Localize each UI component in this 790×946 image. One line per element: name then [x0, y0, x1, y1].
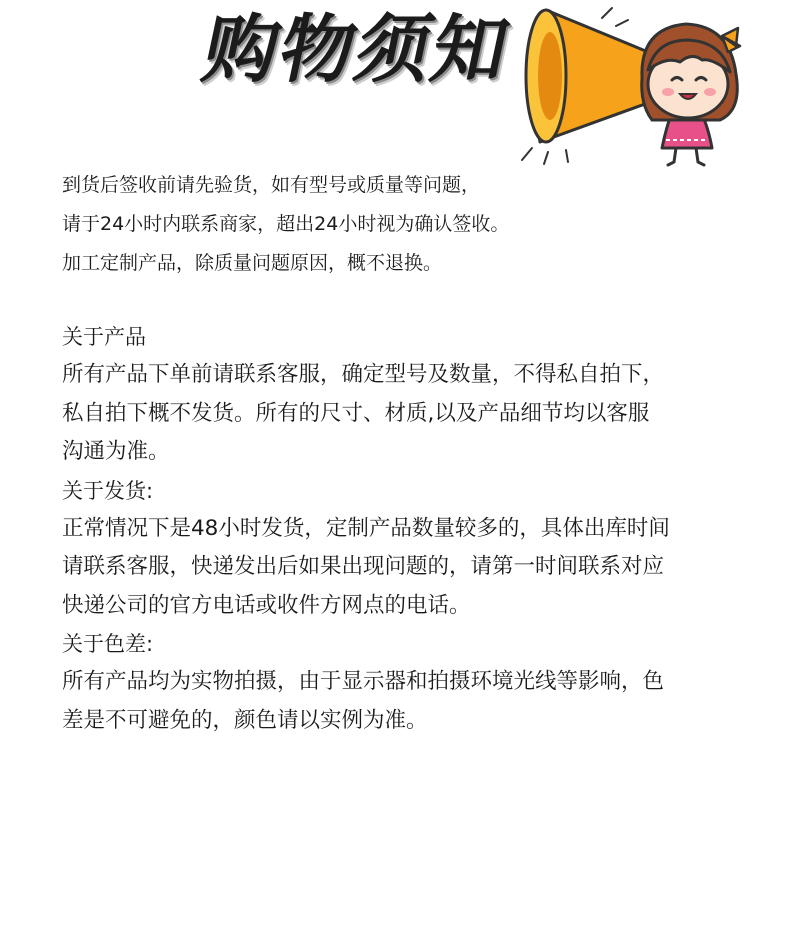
intro-line: 加工定制产品，除质量问题原因，概不退换。: [62, 252, 443, 274]
section-title: 关于产品: [62, 325, 146, 349]
section-title: 关于发货:: [62, 478, 154, 503]
page-title: 购物须知: [195, 7, 519, 93]
girl-with-megaphone-icon: [516, 0, 756, 170]
section-line: 正常情况下是48小时发货，定制产品数量较多的，具体出库时间: [62, 515, 670, 541]
intro-notice: [62, 166, 762, 283]
section-shipping: [62, 472, 762, 626]
section-line: 所有产品下单前请联系客服，确定型号及数量，不得私自拍下，: [62, 362, 665, 387]
header: [0, 0, 790, 170]
section-line: 所有产品均为实物拍摄，由于显示器和拍摄环境光线等影响，色: [62, 669, 665, 694]
section-color-difference: [62, 625, 762, 740]
section-title: 关于色差:: [62, 632, 154, 656]
policy-sections: [62, 318, 762, 740]
intro-line: 到货后签收前请先验货，如有型号或质量等问题，: [62, 174, 481, 196]
section-line: 请联系客服，快递发出后如果出现问题的，请第一时间联系对应: [62, 554, 665, 579]
section-line: 差是不可避免的，颜色请以实例为准。: [62, 707, 428, 733]
section-line: 私自拍下概不发货。所有的尺寸、材质,以及产品细节均以客服: [62, 400, 650, 426]
section-line: 快递公司的官方电话或收件方网点的电话。: [62, 592, 471, 618]
section-product: [62, 318, 762, 472]
section-line: 沟通为准。: [62, 439, 170, 464]
intro-line: 请于24小时内联系商家，超出24小时视为确认签收。: [62, 213, 510, 235]
